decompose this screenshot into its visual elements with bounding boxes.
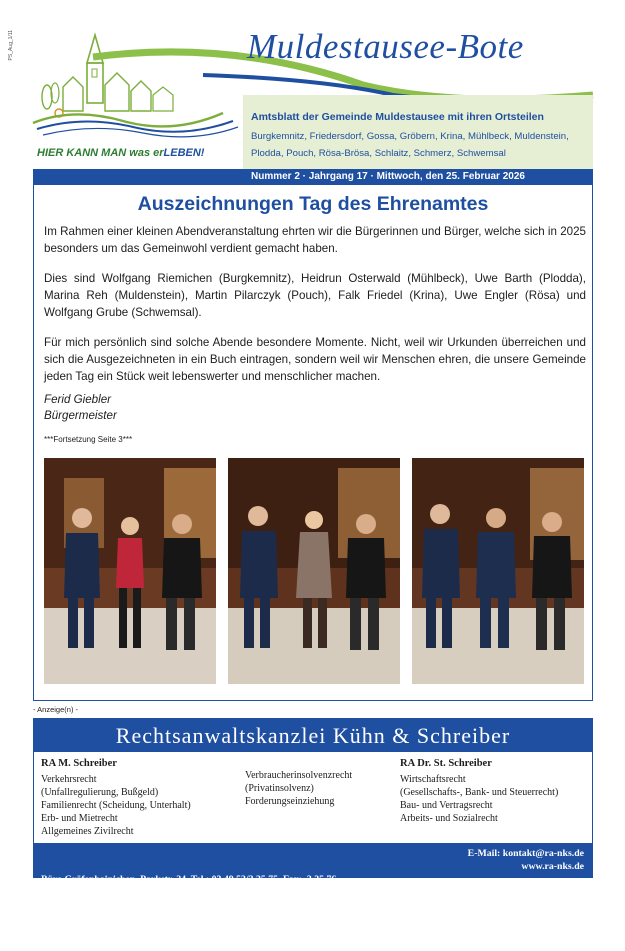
award-photo-2 (228, 458, 400, 684)
ad-column-3 (400, 757, 590, 825)
signature (44, 392, 117, 424)
award-photo-3 (412, 458, 584, 684)
ad-label: - Anzeige(n) - (33, 705, 79, 714)
ad-line: Allgemeines Zivilrecht (41, 826, 134, 837)
districts-list: Burgkemnitz, Friedersdorf, Gossa, Gröbern, Krina, Mühlbeck, Muldenstein, Plodda, Pouch, Rösa-Brösa, Schlaitz, Schmerz, Schwemsal (251, 131, 569, 159)
subtitle: Amtsblatt der Gemeinde Muldestausee mit ihren Ortsteilen (251, 111, 544, 123)
masthead (33, 15, 593, 185)
newspaper-title: Muldestausee-Bote (247, 27, 524, 66)
ad-column-2 (245, 769, 405, 808)
print-code: PS_Aug_1/11 (8, 30, 14, 61)
slogan: HIER KANN MAN was erLEBEN! (37, 147, 205, 159)
ad-contact-bar (34, 843, 592, 924)
issue-bar (33, 169, 593, 185)
ad-line: Wirtschaftsrecht (400, 774, 466, 785)
article-paragraph-1: Im Rahmen einer kleinen Abendveranstaltung ehrten wir die Bürgerinnen und Bürger, welche sich in 2025 besonders um das Gemeinwohl verdient gemacht haben. (44, 225, 586, 255)
ad-line: (Gesellschafts-, Bank- und Steuerrecht) (400, 787, 559, 798)
ad-line: (Privatinsolvenz) (245, 783, 314, 794)
ad-line: Arbeits- und Sozialrecht (400, 813, 498, 824)
ad-line: Verkehrsrecht (41, 774, 97, 785)
ad-col3-heading: RA Dr. St. Schreiber (400, 758, 492, 769)
award-photo-1 (44, 458, 216, 684)
ad-line: Bau- und Vertragsrecht (400, 800, 493, 811)
ad-line: (Unfallregulierung, Bußgeld) (41, 787, 159, 798)
signature-role: Bürgermeister (44, 409, 117, 422)
continuation-note: ***Fortsetzung Seite 3*** (44, 435, 133, 444)
ad-website[interactable]: www.ra-nks.de (521, 861, 584, 872)
ad-firm-name: Rechtsanwaltskanzlei Kühn & Schreiber (34, 719, 592, 752)
ad-col1-heading: RA M. Schreiber (41, 758, 117, 769)
ad-line: Verbraucherinsolvenzrecht (245, 770, 353, 781)
ad-email[interactable]: E-Mail: kontakt@ra-nks.de (467, 848, 584, 859)
law-firm-ad (33, 718, 593, 924)
article-paragraph-2: Dies sind Wolfgang Riemichen (Burgkemnitz), Heidrun Osterwald (Mühlbeck), Uwe Barth (Plodda), Marina Reh (Muldenstein), Martin Pilarczyk (Pouch), Falk Friedel (Krina), Uwe Engler (Rösa) und Wolfgang Grube (Schwemsal). (44, 272, 586, 319)
signature-name: Ferid Giebler (44, 393, 112, 406)
article-paragraph-3: Für mich persönlich sind solche Abende besondere Momente. Nicht, weil wir Urkunden überreichen und sich die Ausgezeichneten in ein Buch eintragen, sondern weil wir Menschen ehren, die unsere Gemeinde jeden Tag ein Stück weit lebenswerter und menschlicher machen. (44, 336, 586, 383)
article (33, 185, 593, 701)
article-headline: Auszeichnungen Tag des Ehrenamtes (137, 193, 489, 215)
ad-line: Forderungseinziehung (245, 796, 335, 807)
ad-column-1 (41, 757, 241, 838)
ad-line: Erb- und Mietrecht (41, 813, 118, 824)
ad-line: Familienrecht (Scheidung, Unterhalt) (41, 800, 191, 811)
ad-offices: Büro Gräfenhainichen, Parkstr. 24, Tel.: 03 49 53/3 35 75, Fax: 3 35 76 Büro Bad Düben, Neuhofstr. 23, Tel.: 03 42 43/2 88 65, Fax: 2 88 66 (41, 874, 340, 924)
ad-online-contact (468, 847, 584, 873)
issue-info: Nummer 2 · Jahrgang 17 · Mittwoch, den 25. Februar 2026 (251, 171, 525, 182)
